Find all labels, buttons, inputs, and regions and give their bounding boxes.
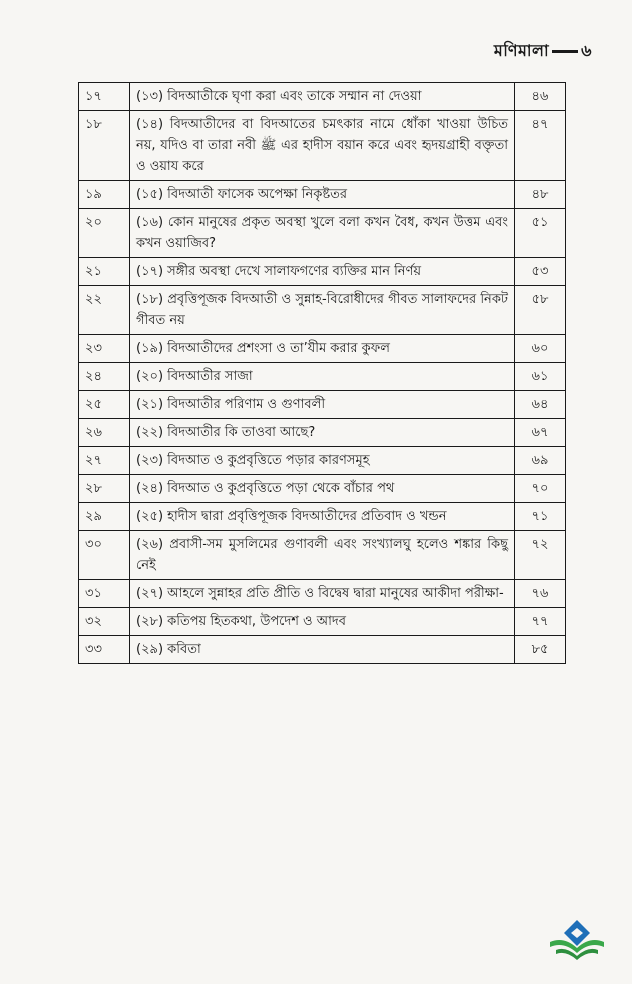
table-row <box>79 286 566 335</box>
chapter-title: (২৭) আহলে সুন্নাহর প্রতি প্রীতি ও বিদ্বেষ দ্বারা মানুষের আকীদা পরীক্ষা- <box>130 580 515 608</box>
chapter-title: (২০) বিদআতীর সাজা <box>130 363 515 391</box>
serial-number: ১৭ <box>79 83 130 111</box>
table-row <box>79 335 566 363</box>
table-row <box>79 83 566 111</box>
page-ref: ৭০ <box>515 475 566 503</box>
serial-number: ২৭ <box>79 447 130 475</box>
page-ref: ৫৮ <box>515 286 566 335</box>
page-ref: ৮৫ <box>515 636 566 664</box>
serial-number: ২৮ <box>79 475 130 503</box>
chapter-title: (২৯) কবিতা <box>130 636 515 664</box>
table-row <box>79 363 566 391</box>
chapter-title: (২২) বিদআতীর কি তাওবা আছে? <box>130 419 515 447</box>
header-dash <box>552 50 578 53</box>
contents-table <box>78 82 566 664</box>
table-row <box>79 580 566 608</box>
page-number: ৬ <box>581 41 592 60</box>
chapter-title: (১৭) সঙ্গীর অবস্থা দেখে সালাফগণের ব্যক্তির মান নির্ণয় <box>130 258 515 286</box>
chapter-title: (১৩) বিদআতীকে ঘৃণা করা এবং তাকে সম্মান না দেওয়া <box>130 83 515 111</box>
table-row <box>79 608 566 636</box>
table-row <box>79 503 566 531</box>
serial-number: ২৬ <box>79 419 130 447</box>
page-ref: ৬১ <box>515 363 566 391</box>
serial-number: ৩৩ <box>79 636 130 664</box>
chapter-title: (১৬) কোন মানুষের প্রকৃত অবস্থা খুলে বলা কখন বৈধ, কখন উত্তম এবং কখন ওয়াজিব? <box>130 209 515 258</box>
page-ref: ৬৭ <box>515 419 566 447</box>
serial-number: ২০ <box>79 209 130 258</box>
page-ref: ৫৩ <box>515 258 566 286</box>
chapter-title: (১৯) বিদআতীদের প্রশংসা ও তা’যীম করার কুফল <box>130 335 515 363</box>
chapter-title: (২৩) বিদআত ও কুপ্রবৃত্তিতে পড়ার কারণসমূহ <box>130 447 515 475</box>
table-row <box>79 447 566 475</box>
serial-number: ২৪ <box>79 363 130 391</box>
chapter-title: (২৪) বিদআত ও কুপ্রবৃত্তিতে পড়া থেকে বাঁচার পথ <box>130 475 515 503</box>
table-row <box>79 636 566 664</box>
table-row <box>79 531 566 580</box>
table-row <box>79 181 566 209</box>
chapter-title: (২১) বিদআতীর পরিণাম ও গুণাবলী <box>130 391 515 419</box>
page-ref: ৬০ <box>515 335 566 363</box>
chapter-title: (২৬) প্রবাসী-সম মুসলিমের গুণাবলী এবং সংখ্যালঘু হলেও শঙ্কার কিছু নেই <box>130 531 515 580</box>
page-ref: ৪৭ <box>515 111 566 181</box>
serial-number: ২২ <box>79 286 130 335</box>
page-ref: ৭৭ <box>515 608 566 636</box>
table-row <box>79 419 566 447</box>
page-ref: ৬৪ <box>515 391 566 419</box>
serial-number: ৩২ <box>79 608 130 636</box>
chapter-title: (২৮) কতিপয় হিতকথা, উপদেশ ও আদব <box>130 608 515 636</box>
serial-number: ১৯ <box>79 181 130 209</box>
serial-number: ২৩ <box>79 335 130 363</box>
table-row <box>79 475 566 503</box>
serial-number: ২১ <box>79 258 130 286</box>
page-header <box>494 38 592 65</box>
page-ref: ৪৬ <box>515 83 566 111</box>
publisher-logo-icon <box>546 916 608 964</box>
page-ref: ৭১ <box>515 503 566 531</box>
table-row <box>79 391 566 419</box>
chapter-title: (১৮) প্রবৃত্তিপূজক বিদআতী ও সুন্নাহ-বিরোধীদের গীবত সালাফদের নিকট গীবত নয় <box>130 286 515 335</box>
serial-number: ৩১ <box>79 580 130 608</box>
page-ref: ৬৯ <box>515 447 566 475</box>
page-ref: ৭২ <box>515 531 566 580</box>
chapter-title: (১৫) বিদআতী ফাসেক অপেক্ষা নিকৃষ্টতর <box>130 181 515 209</box>
chapter-title: (১৪) বিদআতীদের বা বিদআতের চমৎকার নামে ধোঁকা খাওয়া উচিত নয়, যদিও বা তারা নবী ﷺ এর হাদীস বয়ান করে এবং হৃদয়গ্রাহী বক্তৃতা ও ওয়ায করে <box>130 111 515 181</box>
chapter-title: (২৫) হাদীস দ্বারা প্রবৃত্তিপূজক বিদআতীদের প্রতিবাদ ও খন্ডন <box>130 503 515 531</box>
serial-number: ৩০ <box>79 531 130 580</box>
page-title: মণিমালা <box>493 41 550 60</box>
table-row <box>79 258 566 286</box>
serial-number: ১৮ <box>79 111 130 181</box>
serial-number: ২৫ <box>79 391 130 419</box>
page-ref: ৪৮ <box>515 181 566 209</box>
page-ref: ৫১ <box>515 209 566 258</box>
serial-number: ২৯ <box>79 503 130 531</box>
table-row <box>79 209 566 258</box>
table-row <box>79 111 566 181</box>
page-ref: ৭৬ <box>515 580 566 608</box>
